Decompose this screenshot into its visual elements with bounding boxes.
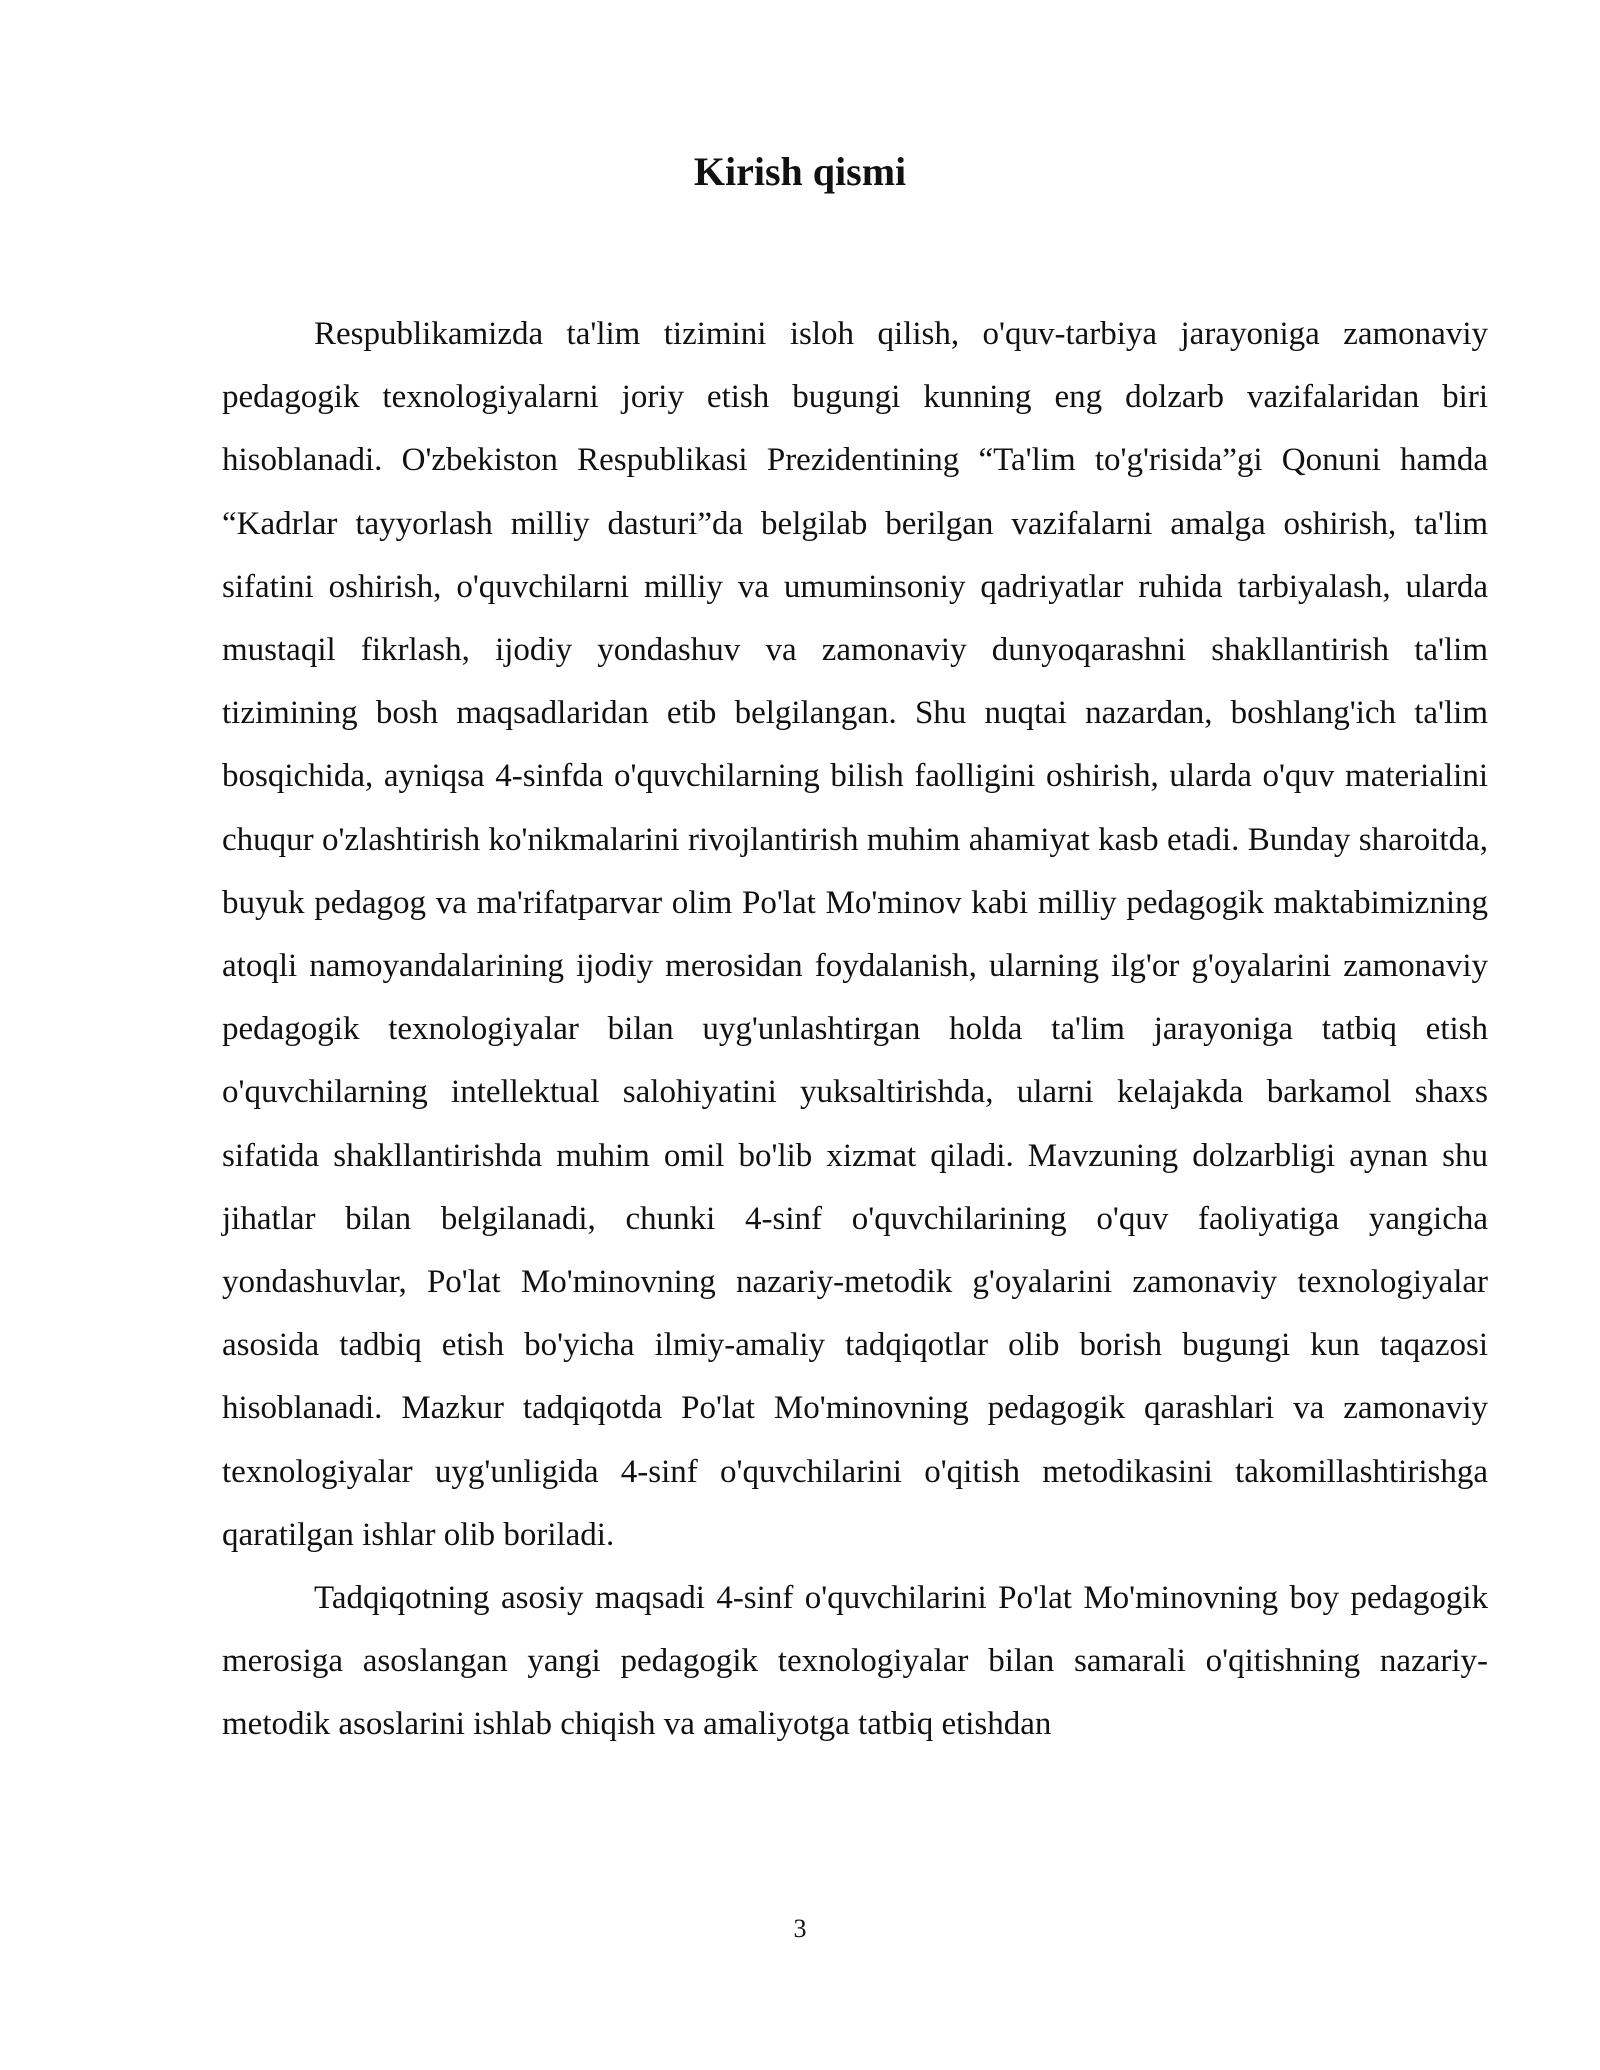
paragraph-2: Tadqiqotning asosiy maqsadi 4-sinf o'quvchilarini Po'lat Mo'minovning boy pedagogik merosiga asoslangan yangi pedagogik texnologiyalar bilan samarali o'qitishning nazariy-metodik asoslarini ishlab chiqish va amaliyotga tatbiq etishdan bbox=[222, 1580, 1488, 1743]
paragraph-1: Respublikamizda ta'lim tizimini isloh qilish, o'quv-tarbiya jarayoniga zamonaviy pedagogik texnologiyalarni joriy etish bugungi kunning eng dolzarb vazifalaridan biri hisoblanadi. O'zbekiston Respublikasi Prezidentining “Ta'lim to'g'risida”gi Qonuni hamda “Kadrlar tayyorlash milliy dasturi”da belgilab berilgan vazifalarni amalga oshirish, ta'lim sifatini oshirish, o'quvchilarni milliy va umuminsoniy qadriyatlar ruhida tarbiyalash, ularda mustaqil fikrlash, ijodiy yondashuv va zamonaviy dunyoqarashni shakllantirish ta'lim tizimining bosh maqsadlaridan etib belgilangan. Shu nuqtai nazardan, boshlang'ich ta'lim bosqichida, ayniqsa 4-sinfda o'quvchilarning bilish faolligini oshirish, ularda o'quv materialini chuqur o'zlashtirish ko'nikmalarini rivojlantirish muhim ahamiyat kasb etadi. Bunday sharoitda, buyuk pedagog va ma'rifatparvar olim Po'lat Mo'minov kabi milliy pedagogik maktabimizning atoqli namoyandalarining ijodiy merosidan foydalanish, ularning ilg'or g'oyalarini zamonaviy pedagogik texnologiyalar bilan uyg'unlashtirgan holda ta'lim jarayoniga tatbiq etish o'quvchilarning intellektual salohiyatini yuksaltirishda, ularni kelajakda barkamol shaxs sifatida shakllantirishda muhim omil bo'lib xizmat qiladi. Mavzuning dolzarbligi aynan shu jihatlar bilan belgilanadi, chunki 4-sinf o'quvchilarining o'quv faoliyatiga yangicha yondashuvlar, Po'lat Mo'minovning nazariy-metodik g'oyalarini zamonaviy texnologiyalar asosida tadbiq etish bo'yicha ilmiy-amaliy tadqiqotlar olib borish bugungi kun taqazosi hisoblanadi. Mazkur tadqiqotda Po'lat Mo'minovning pedagogik qarashlari va zamonaviy texnologiyalar uyg'unligida 4-sinf o'quvchilarini o'qitish metodikasini takomillashtirishga qaratilgan ishlar olib boriladi. bbox=[222, 316, 1488, 1553]
body-text bbox=[222, 303, 1488, 1757]
section-title: Kirish qismi bbox=[693, 149, 907, 194]
page-number: 3 bbox=[793, 1914, 807, 1943]
